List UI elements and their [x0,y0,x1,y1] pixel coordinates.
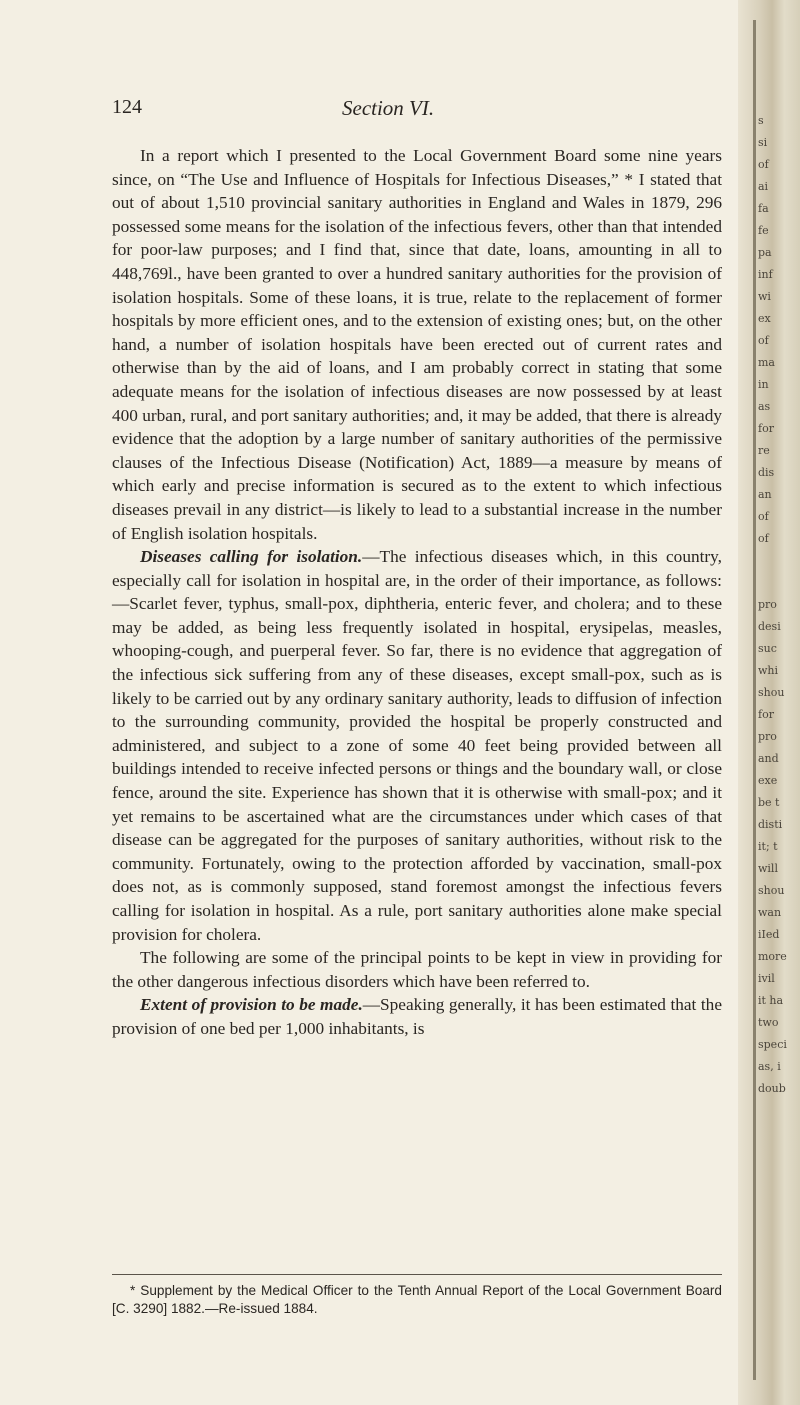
facing-page-fragment: suc [758,642,777,655]
facing-page-fragment: of [758,334,769,347]
facing-page-fragment: of [758,532,769,545]
paragraph-diseases-calling-for-isolation [112,545,722,946]
page-header [112,96,722,120]
paragraph-text: —The infectious diseases which, in this country, especially call for isolation in hospital are, in the order of their importance, as follows:—Scarlet fever, typhus, small-pox, diphtheria, enteric fever, and cholera; and to these may be added, as being less frequently isolated in hospital, erysipelas, measles, whooping-cough, and puerperal fever. So far, there is no evidence that aggregation of the infectious sick suffering from any of these diseases, except small-pox, such as is likely to be carried out by any ordinary sanitary authority, leads to diffusion of infection to the surrounding community, provided the hospital be properly constructed and administered, and subject to a zone of some 40 feet being provided between all buildings intended to receive infected persons or things and the boundary wall, or close fence, around the site. Experience has shown that it is otherwise with small-pox; and it yet remains to be ascertained what are the circumstances under which cases of that disease can be aggregated for the purposes of sanitary authorities, without risk to the community. Fortunately, owing to the protection afforded by vaccination, small-pox does not, as is commonly supposed, stand foremost amongst the infectious fevers calling for isolation in hospital. As a rule, port sanitary authorities alone make special provision for cholera. [112,547,722,944]
facing-page-fragment: two [758,1016,779,1029]
facing-page-fragment: re [758,444,770,457]
facing-page-fragment: pa [758,246,772,259]
body-text [112,144,722,1041]
facing-page-fragment: as [758,400,771,413]
paragraph-text: —Speaking generally, it has been estimated that the provision of one bed per 1,000 inhabitants, is [112,995,722,1038]
footnote-text: * Supplement by the Medical Officer to the Tenth Annual Report of the Local Government Board [C. 3290] 1882.—Re-issued 1884. [112,1283,722,1316]
facing-page-fragment: inf [758,268,773,281]
side-heading: Extent of provision to be made. [140,995,363,1015]
facing-page-fragment: for [758,708,774,721]
facing-page-fragment: whi [758,664,779,677]
facing-page-fragment: ma [758,356,775,369]
facing-page-fragment: desi [758,620,781,633]
facing-page-fragment: of [758,158,769,171]
facing-page-fragment: in [758,378,769,391]
facing-page-fragment: pro [758,730,777,743]
footnote-rule [112,1274,722,1275]
footnote [112,1282,722,1318]
binding-shadow [753,20,756,1380]
facing-page-fragment: si [758,136,768,149]
facing-page-fragment: pro [758,598,777,611]
facing-page-fragment: wi [758,290,771,303]
paragraph-principal-points [112,946,722,993]
facing-page-fragment: it; t [758,840,778,853]
facing-page-fragment: as, i [758,1060,781,1073]
facing-page-text-fragments [758,110,796,1100]
paragraph-extent-of-provision [112,993,722,1040]
facing-page-fragment: s [758,114,764,127]
paragraph-text: In a report which I presented to the Local Government Board some nine years since, on “The Use and Influence of Hospitals for Infectious Diseases,” * I stated that out of about 1,510 provincial sanitary authorities in England and Wales in 1879, 296 possessed some means for the isolation of the infectious fevers, other than that intended for poor-law purposes; and I find that, since that date, loans, amounting in all to 448,769l., have been granted to over a hundred sanitary authorities for the provision of isolation hospitals. Some of these loans, it is true, relate to the replacement of former hospitals by more efficient ones, and to the extension of existing ones; but, on the other hand, a number of isolation hospitals have been erected out of current rates and otherwise than by the aid of loans, and I am probably correct in stating that some adequate means for the isolation of infectious diseases are now possessed by at least 400 urban, rural, and port sanitary authorities; and, it may be added, that there is already evidence that the adoption by a large number of sanitary authorities of the permissive clauses of the Infectious Disease (Notification) Act, 1889—a measure by means of which early and precise information is secured as to the extent to which infectious diseases prevail in any district—is likely to lead to a substantial increase in the number of English isolation hospitals. [112,146,722,543]
facing-page-edge [738,0,800,1405]
facing-page-fragment: ex [758,312,771,325]
facing-page-fragment: wan [758,906,782,919]
side-heading: Diseases calling for isolation. [140,547,363,567]
fragment-gap [758,550,796,594]
facing-page-fragment: exe [758,774,778,787]
paragraph-text: The following are some of the principal points to be kept in view in providing for the other dangerous infectious disorders which have been referred to. [112,948,722,991]
facing-page-fragment: fe [758,224,769,237]
facing-page-fragment: iIed [758,928,780,941]
facing-page-fragment: an [758,488,772,501]
facing-page-fragment: speci [758,1038,787,1051]
facing-page-fragment: dis [758,466,775,479]
facing-page-fragment: shou [758,884,785,897]
facing-page-fragment: of [758,510,769,523]
facing-page-fragment: disti [758,818,783,831]
facing-page-fragment: shou [758,686,785,699]
section-title: Section VI. [342,96,435,120]
facing-page-fragment: for [758,422,774,435]
facing-page-fragment: doub [758,1082,786,1095]
facing-page-fragment: more [758,950,787,963]
paragraph-isolation-hospitals-report [112,144,722,545]
facing-page-fragment: be t [758,796,780,809]
facing-page-fragment: ai [758,180,769,193]
facing-page-fragment: and [758,752,779,765]
facing-page-fragment: ivil [758,972,775,985]
facing-page-fragment: will [758,862,778,875]
facing-page-fragment: fa [758,202,769,215]
facing-page-fragment: it ha [758,994,784,1007]
page-number: 124 [112,96,142,118]
